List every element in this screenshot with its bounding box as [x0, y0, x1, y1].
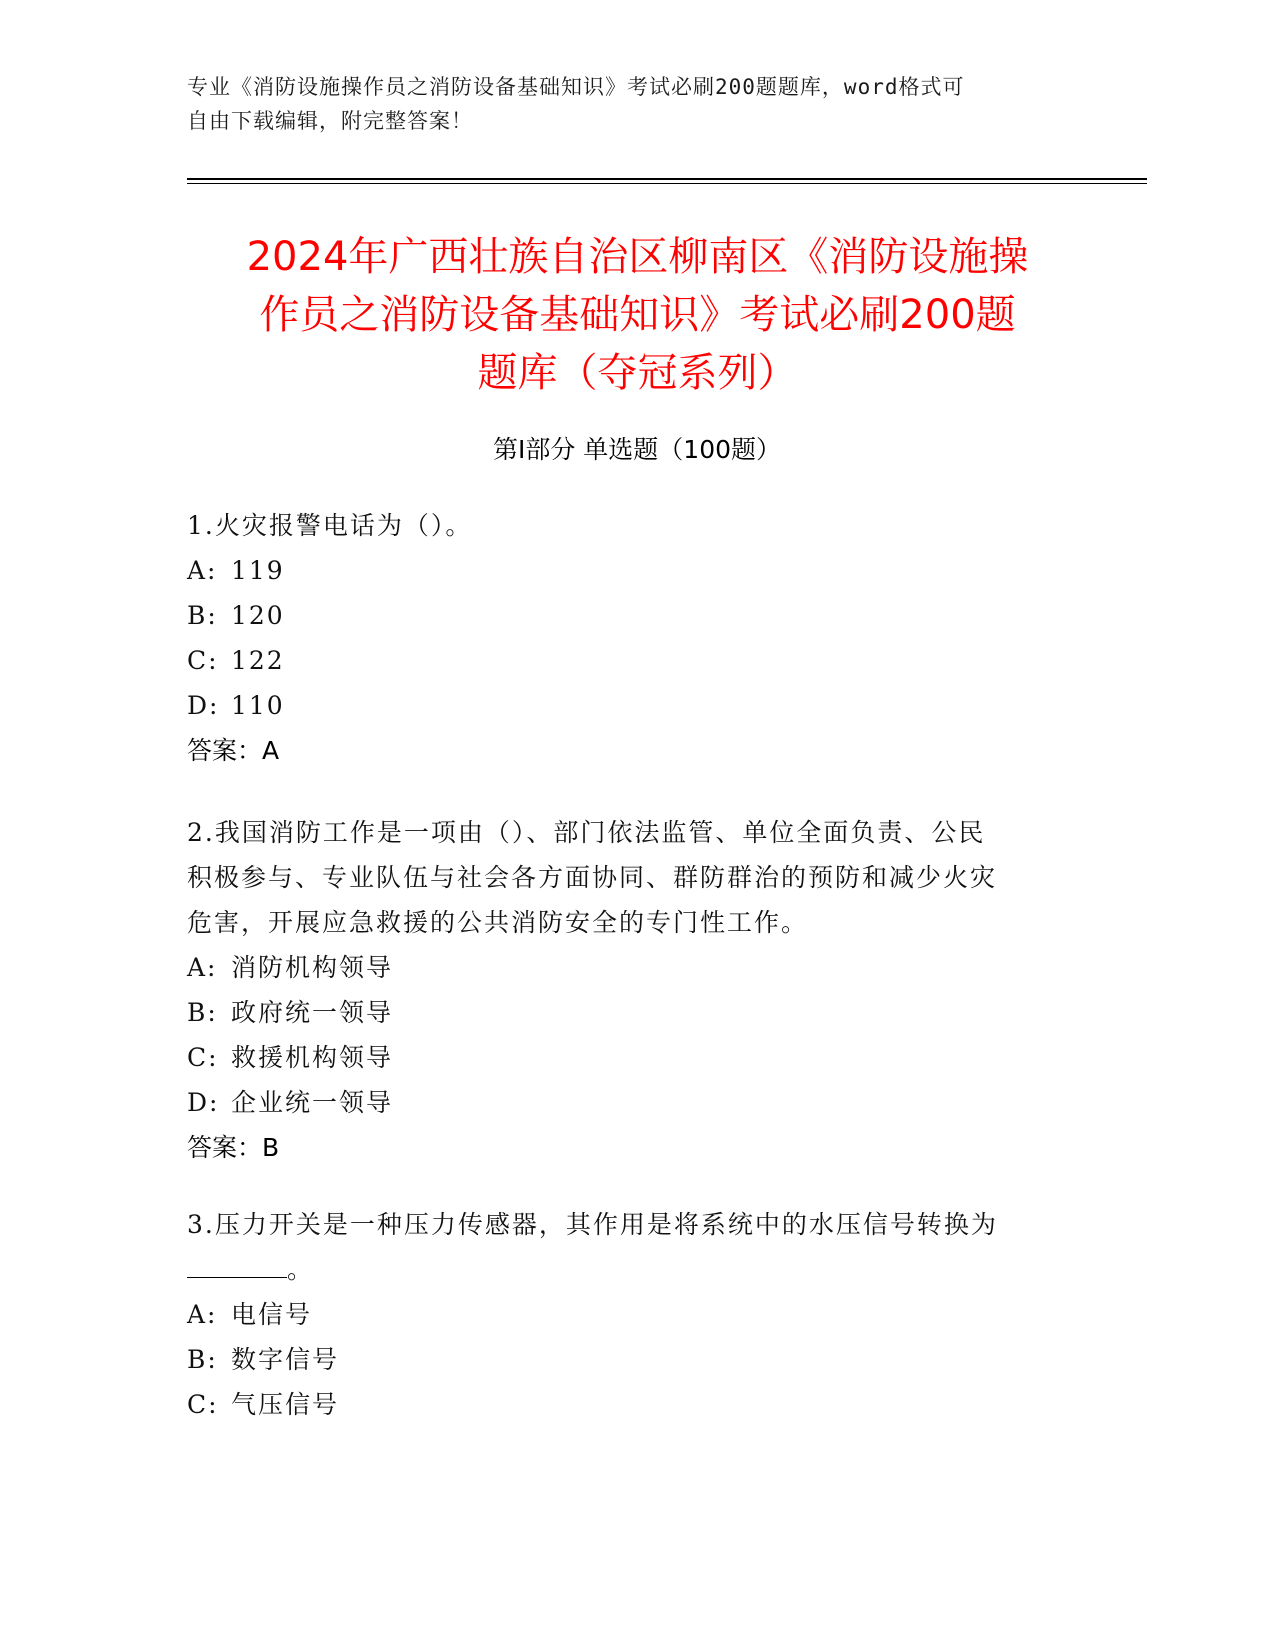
option-letter: A: — [187, 953, 218, 982]
option-c — [187, 1382, 1067, 1427]
answer-line: 答案：A — [187, 736, 280, 765]
question-stem-line-1: 3.压力开关是一种压力传感器，其作用是将系统中的水压信号转换为 — [187, 1210, 998, 1239]
option-letter: C: — [187, 1390, 219, 1419]
option-letter: B: — [187, 998, 218, 1027]
option-letter: A: — [187, 1300, 218, 1329]
option-text: 气压信号 — [231, 1390, 340, 1419]
document-title — [150, 228, 1125, 402]
question-stem-line-2 — [187, 1247, 1067, 1292]
fill-in-blank — [187, 1253, 287, 1278]
question-2 — [187, 810, 1067, 1170]
title-line-1: 2024年广西壮族自治区柳南区《消防设施操 — [246, 234, 1029, 280]
header-note-line-1: 专业《消防设施操作员之消防设备基础知识》考试必刷200题题库，word格式可 — [187, 75, 965, 99]
option-a — [187, 945, 1067, 990]
title-line-2: 作员之消防设备基础知识》考试必刷200题 — [259, 292, 1016, 338]
option-text: 110 — [231, 691, 285, 720]
option-b — [187, 1337, 1067, 1382]
option-letter: D: — [187, 691, 220, 720]
option-b — [187, 990, 1067, 1035]
option-text: 消防机构领导 — [231, 953, 394, 982]
option-text: 122 — [231, 646, 285, 675]
option-letter: C: — [187, 1043, 219, 1072]
question-1 — [187, 503, 1067, 773]
question-3 — [187, 1202, 1067, 1427]
header-note — [187, 70, 1067, 138]
question-stem: 1.火灾报警电话为（）。 — [187, 511, 473, 540]
question-stem-line-1: 2.我国消防工作是一项由（）、部门依法监管、单位全面负责、公民 — [187, 818, 986, 847]
header-divider-thin — [187, 183, 1147, 184]
section-heading: 第Ⅰ部分 单选题（100题） — [492, 435, 782, 464]
option-a — [187, 548, 1067, 593]
option-text: 救援机构领导 — [231, 1043, 394, 1072]
stem-punctuation: 。 — [287, 1255, 315, 1284]
option-text: 120 — [231, 601, 285, 630]
header-divider-thick — [187, 178, 1147, 180]
header-note-line-2: 自由下载编辑，附完整答案！ — [187, 109, 473, 133]
option-letter: A: — [187, 556, 218, 585]
option-letter: D: — [187, 1088, 220, 1117]
option-text: 119 — [231, 556, 285, 585]
option-c — [187, 1035, 1067, 1080]
option-letter: C: — [187, 646, 219, 675]
option-d — [187, 1080, 1067, 1125]
option-text: 电信号 — [231, 1300, 313, 1329]
option-text: 政府统一领导 — [231, 998, 394, 1027]
option-c — [187, 638, 1067, 683]
question-stem-line-3: 危害，开展应急救援的公共消防安全的专门性工作。 — [187, 908, 809, 937]
title-line-3: 题库（夺冠系列） — [477, 350, 798, 396]
answer-line: 答案：B — [187, 1133, 280, 1162]
option-b — [187, 593, 1067, 638]
option-d — [187, 683, 1067, 728]
option-text: 数字信号 — [231, 1345, 340, 1374]
question-stem-line-2: 积极参与、专业队伍与社会各方面协同、群防群治的预防和减少火灾 — [187, 863, 998, 892]
option-letter: B: — [187, 1345, 218, 1374]
option-letter: B: — [187, 601, 218, 630]
option-a — [187, 1292, 1067, 1337]
option-text: 企业统一领导 — [231, 1088, 394, 1117]
